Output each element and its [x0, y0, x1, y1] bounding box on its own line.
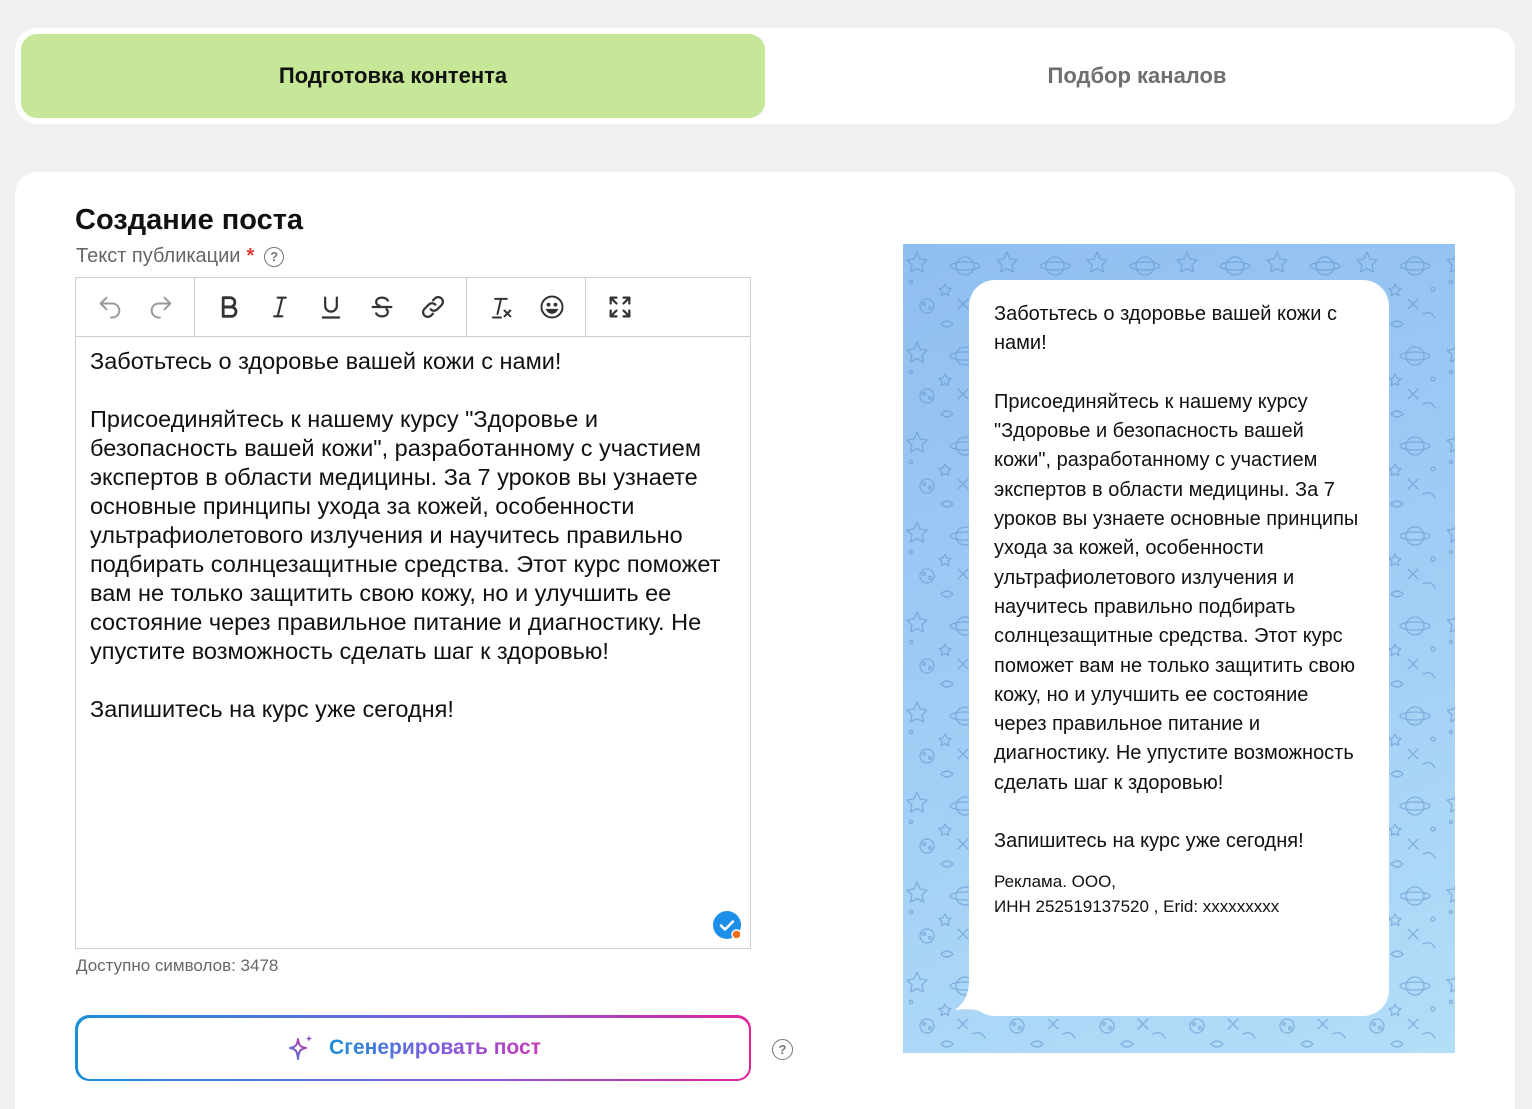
tab-channel-selection[interactable]	[765, 34, 1509, 118]
bold-button[interactable]	[203, 285, 254, 329]
bold-icon	[215, 293, 243, 321]
extras-group	[467, 278, 586, 336]
preview-text: Заботьтесь о здоровье вашей кожи с нами! Присоединяйтесь к нашему курсу "Здоровье и безопасность вашей кожи", разработанному с участием экспертов в области медицины. За 7 уроков вы узнаете основные принципы ухода за кожей, особенности ультрафиолетового излучения и научитесь правильно подбирать солнцезащитные средства. Этот курс поможет вам не только защитить свою кожу, но и улучшить ее состояние через правильное питание и диагностику. Не упустите возможность сделать шаг к здоровью! Запишитесь на курс уже сегодня!	[994, 303, 1359, 853]
format-group	[195, 278, 467, 336]
undo-icon	[96, 293, 124, 321]
underline-button[interactable]	[305, 285, 356, 329]
tab-label: Подготовка контента	[278, 63, 508, 88]
editor-toolbar	[76, 278, 750, 337]
link-icon	[419, 293, 447, 321]
telegram-preview	[903, 244, 1455, 1053]
strikethrough-button[interactable]	[356, 285, 407, 329]
text-field-label	[76, 245, 284, 268]
generate-button-label: Сгенерировать пост	[329, 1036, 541, 1059]
required-mark: *	[246, 245, 255, 267]
view-group	[586, 278, 653, 336]
sparkle-icon	[285, 1032, 317, 1064]
spellcheck-icon[interactable]	[712, 910, 742, 940]
ad-line-1: Реклама. ООО,	[994, 871, 1117, 891]
underline-icon	[317, 293, 345, 321]
emoji-icon	[538, 293, 566, 321]
generate-button-inner	[78, 1018, 749, 1079]
post-text-area[interactable]: Заботьтесь о здоровье вашей кожи с нами! Присоединяйтесь к нашему курсу "Здоровье и безопасность вашей кожи", разработанному с участием экспертов в области медицины. За 7 уроков вы узнаете основные принципы ухода за кожей, особенности ультрафиолетового излучения и научитесь правильно подбирать солнцезащитные средства. Этот курс поможет вам не только защитить свою кожу, но и улучшить ее состояние через правильное питание и диагностику. Не упустите возможность сделать шаг к здоровью! Запишитесь на курс уже сегодня!	[90, 348, 721, 722]
fullscreen-icon	[606, 293, 634, 321]
char-counter: Доступно символов: 3478	[76, 956, 279, 975]
undo-button[interactable]	[84, 285, 135, 329]
emoji-button[interactable]	[526, 285, 577, 329]
text-editor	[75, 277, 751, 949]
generate-post-button[interactable]	[75, 1015, 751, 1081]
ad-line-2: ИНН 252519137520 , Erid: xxxxxxxxx	[994, 896, 1280, 916]
clear-format-icon	[487, 293, 515, 321]
message-bubble	[969, 280, 1389, 1016]
ad-disclaimer	[994, 869, 1363, 919]
tab-content-preparation[interactable]	[21, 34, 765, 118]
bubble-tail	[955, 980, 985, 1014]
page-title: Создание поста	[75, 204, 304, 236]
step-tabs	[15, 28, 1515, 124]
strikethrough-icon	[368, 293, 396, 321]
redo-button[interactable]	[135, 285, 186, 329]
fullscreen-button[interactable]	[594, 285, 645, 329]
italic-button[interactable]	[254, 285, 305, 329]
clear-format-button[interactable]	[475, 285, 526, 329]
redo-icon	[147, 293, 175, 321]
italic-icon	[266, 293, 294, 321]
tab-label: Подбор каналов	[1047, 63, 1227, 88]
history-group	[76, 278, 195, 336]
help-icon[interactable]: ?	[264, 247, 284, 267]
field-label-text: Текст публикации	[76, 245, 241, 267]
generate-help-icon[interactable]: ?	[772, 1039, 793, 1060]
link-button[interactable]	[407, 285, 458, 329]
